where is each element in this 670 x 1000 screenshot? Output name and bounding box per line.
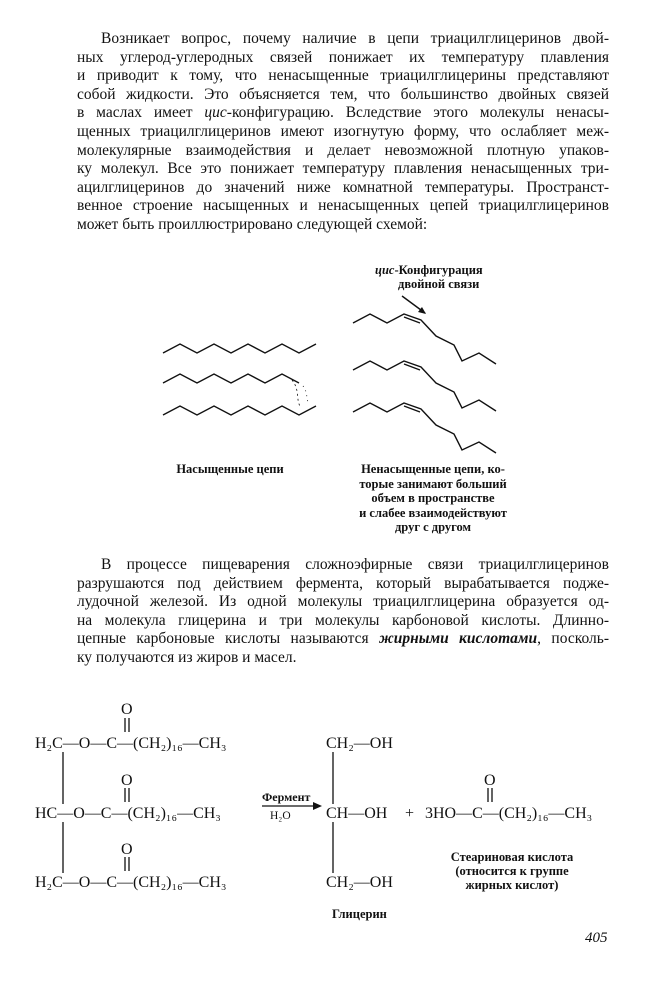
text-line: лудочной железой. Из одной молекулы триацилглицерина образуется од-	[77, 593, 609, 611]
text-line: щенных триацилглицеринов имеют изогнутую форму, что ослабляет меж-	[77, 122, 609, 140]
text-line: ку получаются из жиров и масел.	[77, 648, 297, 666]
glycerol-bottom: CH₂—OH	[326, 874, 393, 891]
unsaturated-chain	[353, 403, 496, 453]
enzyme-label: Фермент	[262, 790, 311, 804]
text-line: цепные карбоновые кислоты называются жирными кислотами, посколь-	[77, 630, 609, 648]
text-line: молекулярные взаимодействия и делает невозможной плотную упаков-	[77, 141, 609, 159]
acid-caption-line: (относится к группе	[455, 864, 569, 878]
text-line: в маслах имеет цис-конфигурацию. Вследствие этого молекулы ненасы-	[77, 104, 609, 122]
term-fatty-acids: жирными кислотами	[378, 630, 538, 648]
term-cis: цис	[204, 104, 227, 122]
acid-caption-line: жирных кислот)	[465, 878, 559, 892]
saturated-caption: Насыщенные цепи	[176, 462, 284, 476]
cis-label: цис-Конфигурация	[375, 263, 483, 277]
paragraph-digestion	[77, 556, 609, 668]
saturated-chain	[163, 406, 316, 415]
water-label: H₂O	[270, 810, 291, 822]
cis-label-line2: двойной связи	[398, 277, 480, 291]
page-number: 405	[585, 930, 608, 946]
unsaturated-chain	[353, 314, 496, 364]
text-line: В процессе пищеварения сложноэфирные связи триацилглицеринов	[101, 556, 609, 573]
saturated-chain	[163, 344, 316, 353]
triglyceride-row-1: H₂C—O—C—(CH₂)₁₆—CH₃	[35, 735, 227, 752]
text-line: Возникает вопрос, почему наличие в цепи триацилглицеринов двой-	[101, 30, 609, 47]
text-line: ацилглицеринов до значений ниже комнатной температуры. Пространст-	[77, 178, 609, 196]
glycerol-caption: Глицерин	[332, 907, 387, 921]
triglyceride-row-3: H₂C—O—C—(CH₂)₁₆—CH₃	[35, 874, 227, 891]
text-line: венное строение насыщенных и ненасыщенных цепей триацилглицеринов	[77, 197, 609, 215]
text-line: и приводит к тому, что ненасыщенные триацилглицерины представляют	[77, 67, 609, 85]
carbonyl-oxygen: O	[484, 772, 496, 789]
plus-sign: +	[405, 805, 415, 822]
carbonyl-oxygen: O	[121, 701, 133, 718]
saturated-chain	[163, 374, 299, 383]
text-line: на молекула глицерина и три молекулы карбоновой кислоты. Длинно-	[77, 611, 609, 629]
carbonyl-oxygen: O	[121, 841, 133, 858]
text-line: ку молекул. Все это понижает температуру плавления ненасыщенных три-	[77, 160, 609, 178]
stearic-acid-formula: 3HO—C—(CH₂)₁₆—CH₃	[425, 805, 593, 822]
arrow-head	[313, 802, 322, 810]
text-line: собой жидкости. Это объясняется тем, что большинство двойных связей	[77, 85, 609, 103]
text-line: ных углерод-углеродных связей понижает их температуру плавления	[77, 48, 609, 66]
text-line: может быть проиллюстрировано следующей схемой:	[77, 215, 428, 233]
unsaturated-caption: Ненасыщенные цепи, ко- торые занимают больший объем в пространстве и слабее взаимодействуют друг с другом	[359, 462, 507, 534]
paragraph-intro	[77, 30, 609, 235]
hydrolysis-reaction	[0, 690, 670, 940]
glycerol-middle: CH—OH	[326, 805, 388, 822]
carbonyl-oxygen: O	[121, 772, 133, 789]
acid-caption-line: Стеариновая кислота	[450, 850, 574, 864]
triglyceride-row-2: HC—O—C—(CH₂)₁₆—CH₃	[35, 805, 221, 822]
glycerol-top: CH₂—OH	[326, 735, 393, 752]
text-line: разрушаются под действием фермента, который вырабатывается подже-	[77, 574, 609, 592]
unsaturated-chain	[353, 361, 496, 411]
